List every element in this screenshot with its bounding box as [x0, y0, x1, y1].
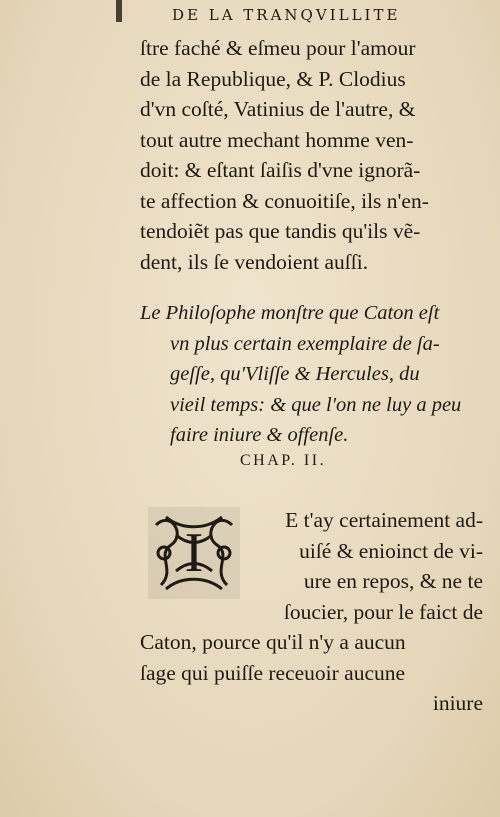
text-line: te affection & conuoitiſe, ils n'en-	[140, 188, 429, 213]
chapter-summary	[140, 298, 485, 451]
running-head: DE LA TRANQVILLITE	[172, 6, 401, 24]
summary-line: Le Philoſophe monſtre que Caton eſt	[140, 302, 440, 324]
text-line: Caton, pource qu'il n'y a aucun	[140, 630, 406, 654]
chapter-heading: CHAP. II.	[240, 452, 327, 469]
text-line: de la Republique, & P. Clodius	[140, 66, 406, 91]
summary-line: faire iniure & offenſe.	[170, 424, 349, 446]
text-line: ſage qui puiſſe receuoir aucune	[140, 660, 406, 685]
summary-line: vn plus certain exemplaire de ſa-	[170, 332, 440, 355]
paragraph-1	[140, 33, 485, 277]
text-line: ure en repos, & ne te	[303, 569, 483, 593]
text-line: tendoiẽt pas que tandis qu'ils vẽ-	[140, 219, 421, 243]
paragraph-2	[140, 505, 483, 719]
text-line: E t'ay certainement ad-	[285, 508, 483, 532]
initial-letter: I	[184, 522, 204, 584]
text-line: d'vn coſté, Vatinius de l'autre, &	[140, 97, 416, 121]
summary-line: geſſe, qu'Vliſſe & Hercules, du	[170, 363, 420, 385]
summary-line: vieil temps: & que l'on ne luy a peu	[170, 393, 462, 416]
text-line: doit: & eſtant ſaiſis d'vne ignorã-	[140, 158, 421, 182]
text-line: uiſé & enioinct de vi-	[299, 538, 483, 563]
text-line: ſoucier, pour le faict de	[283, 599, 483, 624]
text-line: ſtre faché & eſmeu pour l'amour	[140, 36, 416, 60]
text-line: iniure	[432, 691, 483, 715]
ink-mark	[116, 0, 122, 22]
text-line: tout autre mechant homme ven-	[140, 127, 414, 152]
text-line: dent, ils ſe vendoient auſſi.	[140, 249, 369, 274]
